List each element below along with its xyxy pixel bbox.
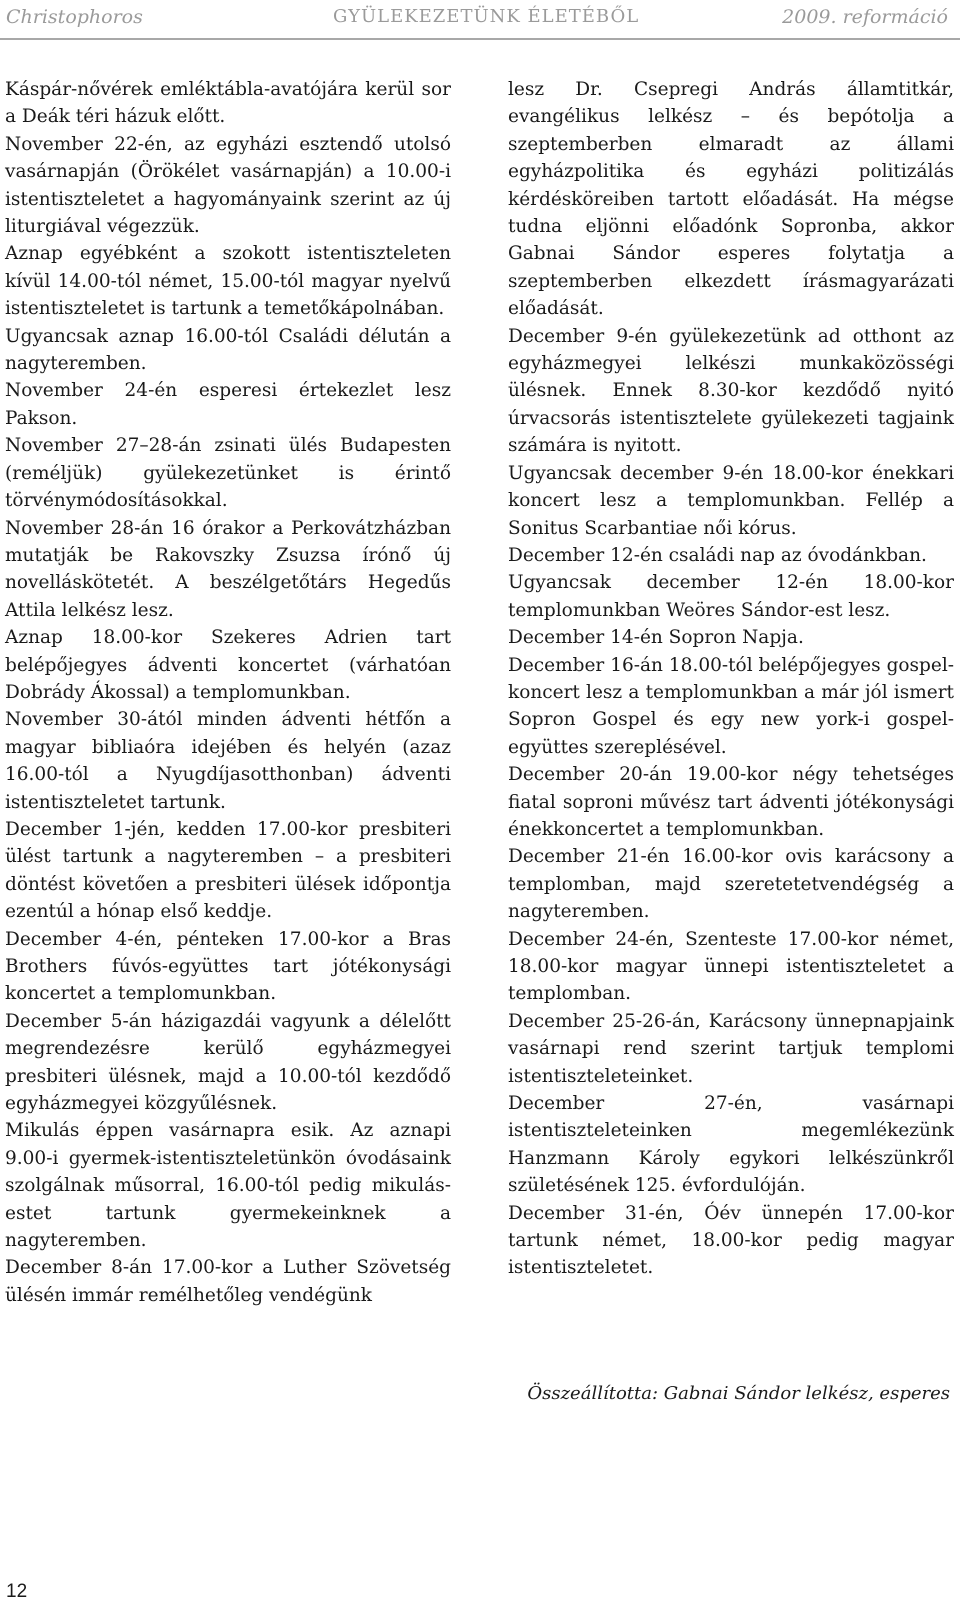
paragraph: lesz Dr. Csepregi András államtitkár, evangélikus lelkész – és bepótolja a szeptemberben elmaradt az állami egyházpolitika és egyházi politizálás kérdésköreiben tartott előadását. Ha mégse tudna eljönni előadónk Sopronba, akkor Gabnai Sándor esperes folytatja a szeptemberben elkezdett írásmagyarázati előadását. [508, 79, 954, 320]
paragraph: Káspár-nővérek emléktábla-avatójára kerül sor a Deák téri házuk előtt. [5, 79, 451, 128]
paragraph: November 22-én, az egyházi esztendő utolsó vasárnapján (Örökélet vasárnapján) a 10.00-i istentiszteletet a hagyományaink szerint az új liturgiával végezzük. [5, 133, 451, 238]
paragraph: Mikulás éppen vasárnapra esik. Az aznapi 9.00-i gyermek-istentiszteletünkön óvodásaink szolgálnak műsorral, 16.00-tól pedig mikulás-estet tartunk gyermekeinknek a nagyteremben. [5, 1120, 451, 1252]
paragraph: December 25-26-án, Karácsony ünnepnapjaink vasárnapi rend szerint tartjuk templomi istentiszteleteinket. [508, 1010, 954, 1087]
running-header [0, 0, 960, 40]
paragraph: November 28-án 16 órakor a Perkovátzházban mutatják be Rakovszky Zsuzsa írónő új novelláskötetét. A beszélgetőtárs Hegedűs Attila lelkész lesz. [5, 517, 451, 621]
paragraph: Ugyancsak aznap 16.00-tól Családi délután a nagyteremben. [5, 325, 451, 375]
paragraph: December 14-én Sopron Napja. [508, 627, 804, 649]
paragraph: December 4-én, pénteken 17.00-kor a Bras Brothers fúvós-együttes tart jótékonysági koncertet a templomunkban. [5, 928, 451, 1005]
paragraph: December 21-én 16.00-kor ovis karácsony a templomban, majd szeretetetvendégség a nagyteremben. [508, 846, 954, 923]
left-column [5, 76, 451, 1309]
paragraph: December 27-én, vasárnapi istentiszteleteinken megemlékezünk Hanzmann Károly egykori lelkészünkről születésének 125. évfordulóján. [508, 1093, 954, 1197]
paragraph: December 31-én, Óév ünnepén 17.00-kor tartunk német, 18.00-kor pedig magyar istentiszteletet. [508, 1202, 954, 1279]
paragraph: Ugyancsak december 9-én 18.00-kor énekkari koncert lesz a templomunkban. Fellép a Sonitus Scarbantiae női kórus. [508, 462, 954, 539]
header-issue: 2009. reformáció [782, 6, 948, 28]
paragraph: Aznap egyébként a szokott istentiszteleten kívül 14.00-tól német, 15.00-tól magyar nyelvű istentiszteletet is tartunk a temetőkápolnában. [5, 243, 451, 320]
paragraph: November 30-ától minden ádventi hétfőn a magyar bibliaóra idejében és helyén (azaz 16.00-tól a Nyugdíjasotthonban) ádventi istentiszteletet tartunk. [5, 709, 451, 813]
right-column [508, 76, 954, 1282]
header-section-title: GYÜLEKEZETÜNK ÉLETÉBŐL [333, 6, 640, 27]
header-journal-name: Christophoros [6, 6, 143, 28]
paragraph: December 24-én, Szenteste 17.00-kor német, 18.00-kor magyar ünnepi istentiszteletet a templomban. [508, 928, 954, 1005]
compiler-signature: Összeállította: Gabnai Sándor lelkész, esperes [527, 1383, 950, 1404]
paragraph: December 9-én gyülekezetünk ad otthont az egyházmegyei lelkészi munkaközösségi ülésnek. Ennek 8.30-kor kezdődő nyitó úrvacsorás istentisztelete gyülekezeti tagjaink számára is nyitott. [508, 325, 954, 457]
paragraph: December 8-án 17.00-kor a Luther Szövetség ülésén immár remélhetőleg vendégünk [5, 1257, 451, 1306]
paragraph: Ugyancsak december 12-én 18.00-kor templomunkban Weöres Sándor-est lesz. [508, 572, 954, 621]
paragraph: November 24-én esperesi értekezlet lesz Pakson. [5, 380, 451, 429]
paragraph: December 12-én családi nap az óvodánkban. [508, 544, 927, 566]
paragraph: November 27–28-án zsinati ülés Budapesten (reméljük) gyülekezetünket is érintő törvénymódosításokkal. [5, 435, 451, 512]
paragraph: December 1-jén, kedden 17.00-kor presbiteri ülést tartunk a nagyteremben – a presbiteri döntést követően a presbiteri ülések időpontja ezentúl a hónap első keddje. [5, 818, 451, 923]
page-number: 12 [6, 1581, 28, 1602]
paragraph: December 20-án 19.00-kor négy tehetséges fiatal soproni művész tart ádventi jótékonysági énekkoncertet a templomunkban. [508, 764, 954, 840]
paragraph: December 16-án 18.00-tól belépőjegyes gospel-koncert lesz a templomunkban a már jól ismert Sopron Gospel és egy new york-i gospel-együttes szereplésével. [508, 654, 954, 758]
paragraph: Aznap 18.00-kor Szekeres Adrien tart belépőjegyes ádventi koncertet (várhatóan Dobrády Ákossal) a templomunkban. [5, 627, 451, 703]
header-rule [0, 38, 960, 40]
paragraph: December 5-án házigazdái vagyunk a délelőtt megrendezésre kerülő egyházmegyei presbiteri ülésnek, majd a 10.00-tól kezdődő egyházmegyei közgyűlésnek. [5, 1010, 451, 1115]
